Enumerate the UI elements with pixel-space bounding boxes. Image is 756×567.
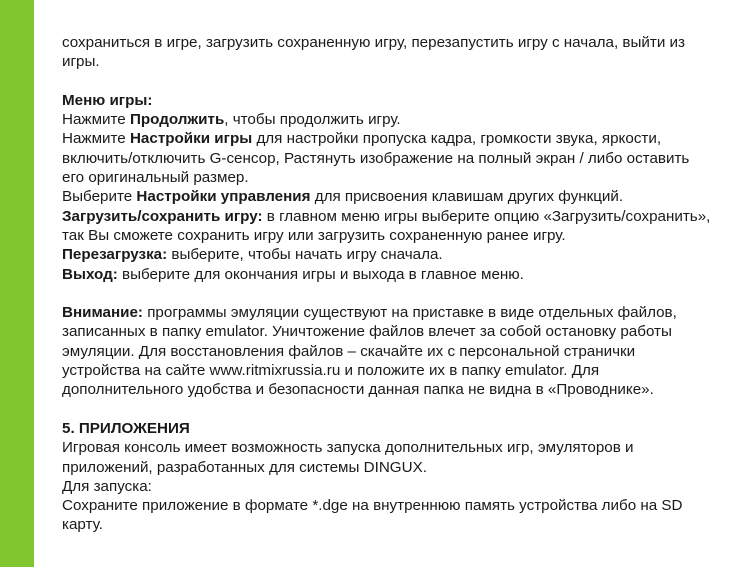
game-menu-heading: Меню игры: [62,91,153,109]
spacer [62,400,752,419]
warning-line-1: Внимание: программы эмуляции существуют на приставке в виде отдельных файлов, [62,304,677,322]
spacer [62,72,752,91]
apps-line-5: карту. [62,516,103,534]
apps-line-2: приложений, разработанных для системы DINGUX. [62,458,427,476]
restart-instruction: Перезагрузка: выберите, чтобы начать игру сначала. [62,246,443,264]
intro-line-1: сохраниться в игре, загрузить сохраненную игру, перезапустить игру с начала, выйти из [62,34,685,51]
apps-heading: 5. ПРИЛОЖЕНИЯ [62,419,190,437]
apps-line-4: Сохраните приложение в формате *.dge на внутреннюю память устройства либо на SD [62,497,683,515]
load-save-instruction: Загрузить/сохранить игру: в главном меню игры выберите опцию «Загрузить/сохранить», [62,207,711,225]
warning-line-5: дополнительного удобства и безопасности данная папка не видна в «Проводнике». [62,381,654,399]
green-accent-bar [0,0,34,567]
warning-line-3: эмуляции. Для восстановления файлов – скачайте их с персональной странички [62,342,636,360]
controls-instruction: Выберите Настройки управления для присвоения клавишам других функций. [62,188,624,206]
apps-line-1: Игровая консоль имеет возможность запуска дополнительных игр, эмуляторов и [62,439,634,457]
settings-instruction: Нажмите Настройки игры для настройки пропуска кадра, громкости звука, яркости, [62,130,662,148]
settings-line-2: включить/отключить G-сенсор, Растянуть изображение на полный экран / либо оставить [62,149,690,167]
continue-instruction: Нажмите Продолжить, чтобы продолжить игру. [62,111,401,129]
exit-instruction: Выход: выберите для окончания игры и выхода в главное меню. [62,265,524,283]
apps-line-3: Для запуска: [62,477,152,495]
warning-line-4: устройства на сайте www.ritmixrussia.ru и положите их в папку emulator. Для [62,362,600,380]
warning-line-2: записанных в папку emulator. Уничтожение файлов влечет за собой остановку работы [62,323,672,341]
intro-line-2: игры. [62,53,100,71]
spacer [62,284,752,303]
settings-line-3: его оригинальный размер. [62,169,249,187]
load-save-line-2: так Вы сможете сохранить игру или загрузить сохраненную ранее игру. [62,226,566,244]
document-body [62,33,752,535]
